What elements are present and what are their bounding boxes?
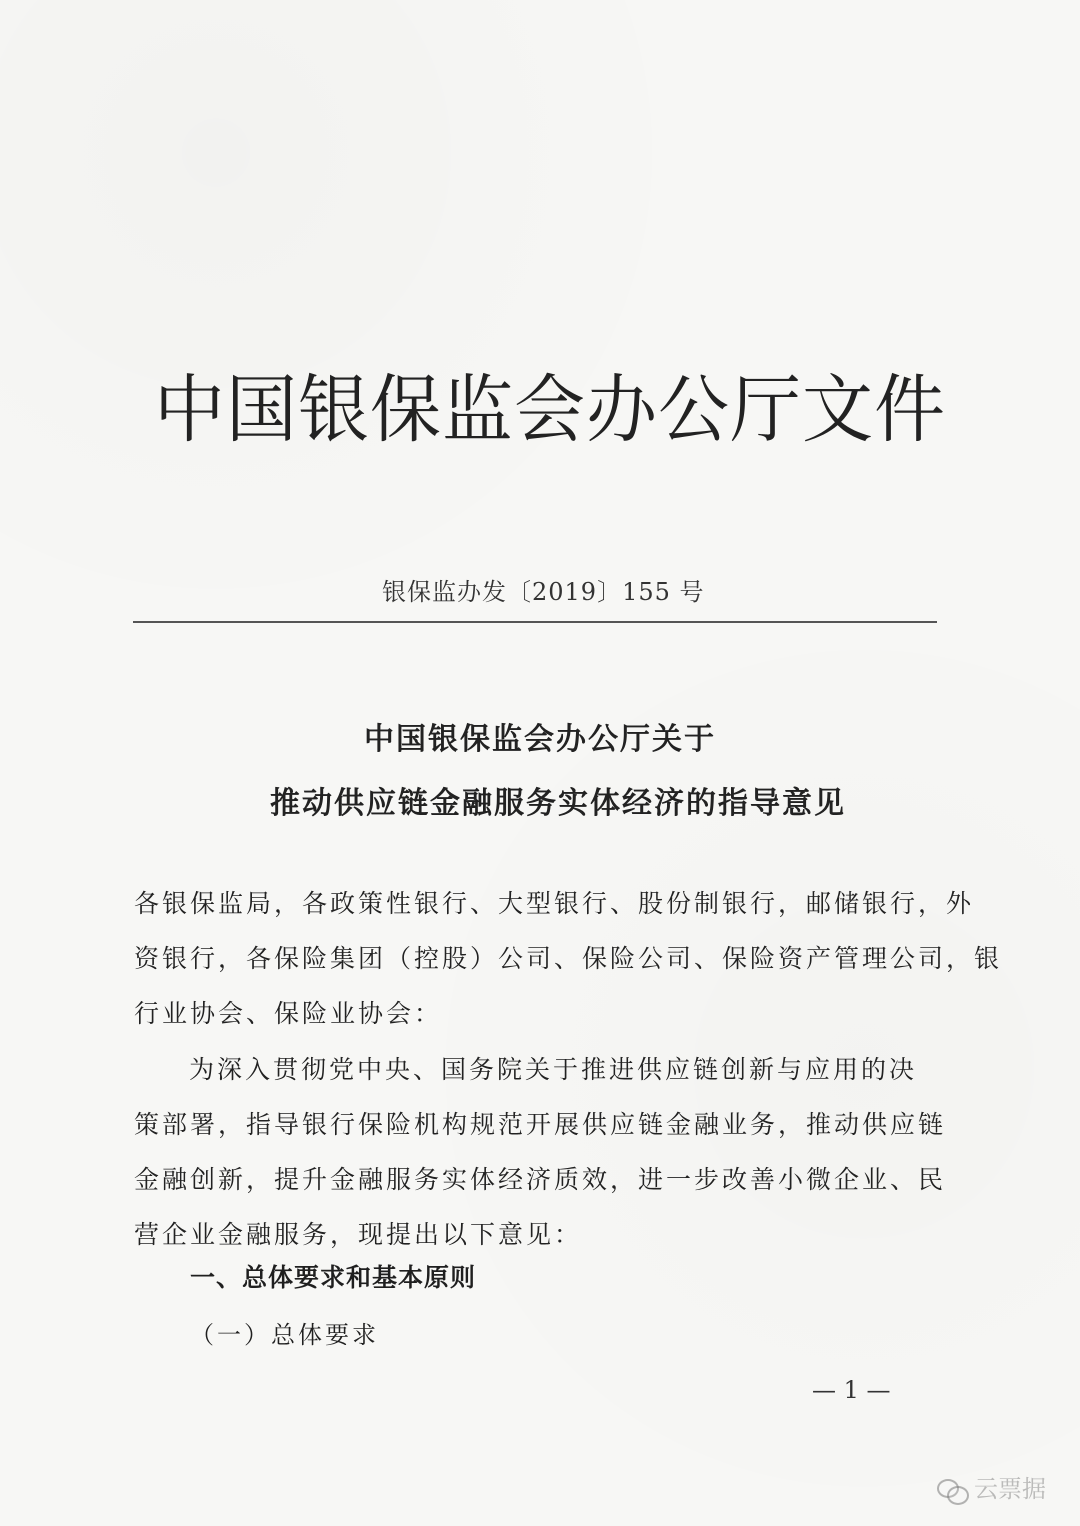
document-title-line: 推动供应链金融服务实体经济的指导意见 bbox=[270, 786, 846, 821]
addressee-block bbox=[134, 876, 1003, 1041]
document-title-line: 中国银保监会办公厅关于 bbox=[364, 722, 716, 757]
intro-line: 金融创新，提升金融服务实体经济质效，进一步改善小微企业、民 bbox=[134, 1165, 947, 1194]
page-number: — 1 — bbox=[812, 1376, 891, 1404]
masthead-divider bbox=[133, 621, 937, 623]
watermark-text: 云票据 bbox=[974, 1475, 1046, 1503]
intro-line: 策部署，指导银行保险机构规范开展供应链金融业务，推动供应链 bbox=[134, 1110, 947, 1139]
document-masthead: 中国银保监会办公厅文件 bbox=[154, 367, 946, 453]
wechat-icon bbox=[936, 1476, 970, 1504]
addressee-line: 行业协会、保险业协会： bbox=[134, 999, 443, 1028]
intro-line: 营企业金融服务，现提出以下意见： bbox=[134, 1220, 583, 1249]
section-heading: 一、总体要求和基本原则 bbox=[190, 1263, 477, 1292]
section-subheading: （一）总体要求 bbox=[190, 1321, 379, 1349]
document-number: 银保监办发〔2019〕155 号 bbox=[382, 578, 705, 606]
intro-paragraph bbox=[134, 1042, 947, 1262]
source-watermark bbox=[936, 1466, 1066, 1512]
intro-line: 为深入贯彻党中央、国务院关于推进供应链创新与应用的决 bbox=[189, 1055, 918, 1084]
addressee-line: 各银保监局，各政策性银行、大型银行、股份制银行，邮储银行，外 bbox=[134, 889, 975, 918]
addressee-line: 资银行，各保险集团（控股）公司、保险公司、保险资产管理公司，银 bbox=[134, 944, 1003, 973]
